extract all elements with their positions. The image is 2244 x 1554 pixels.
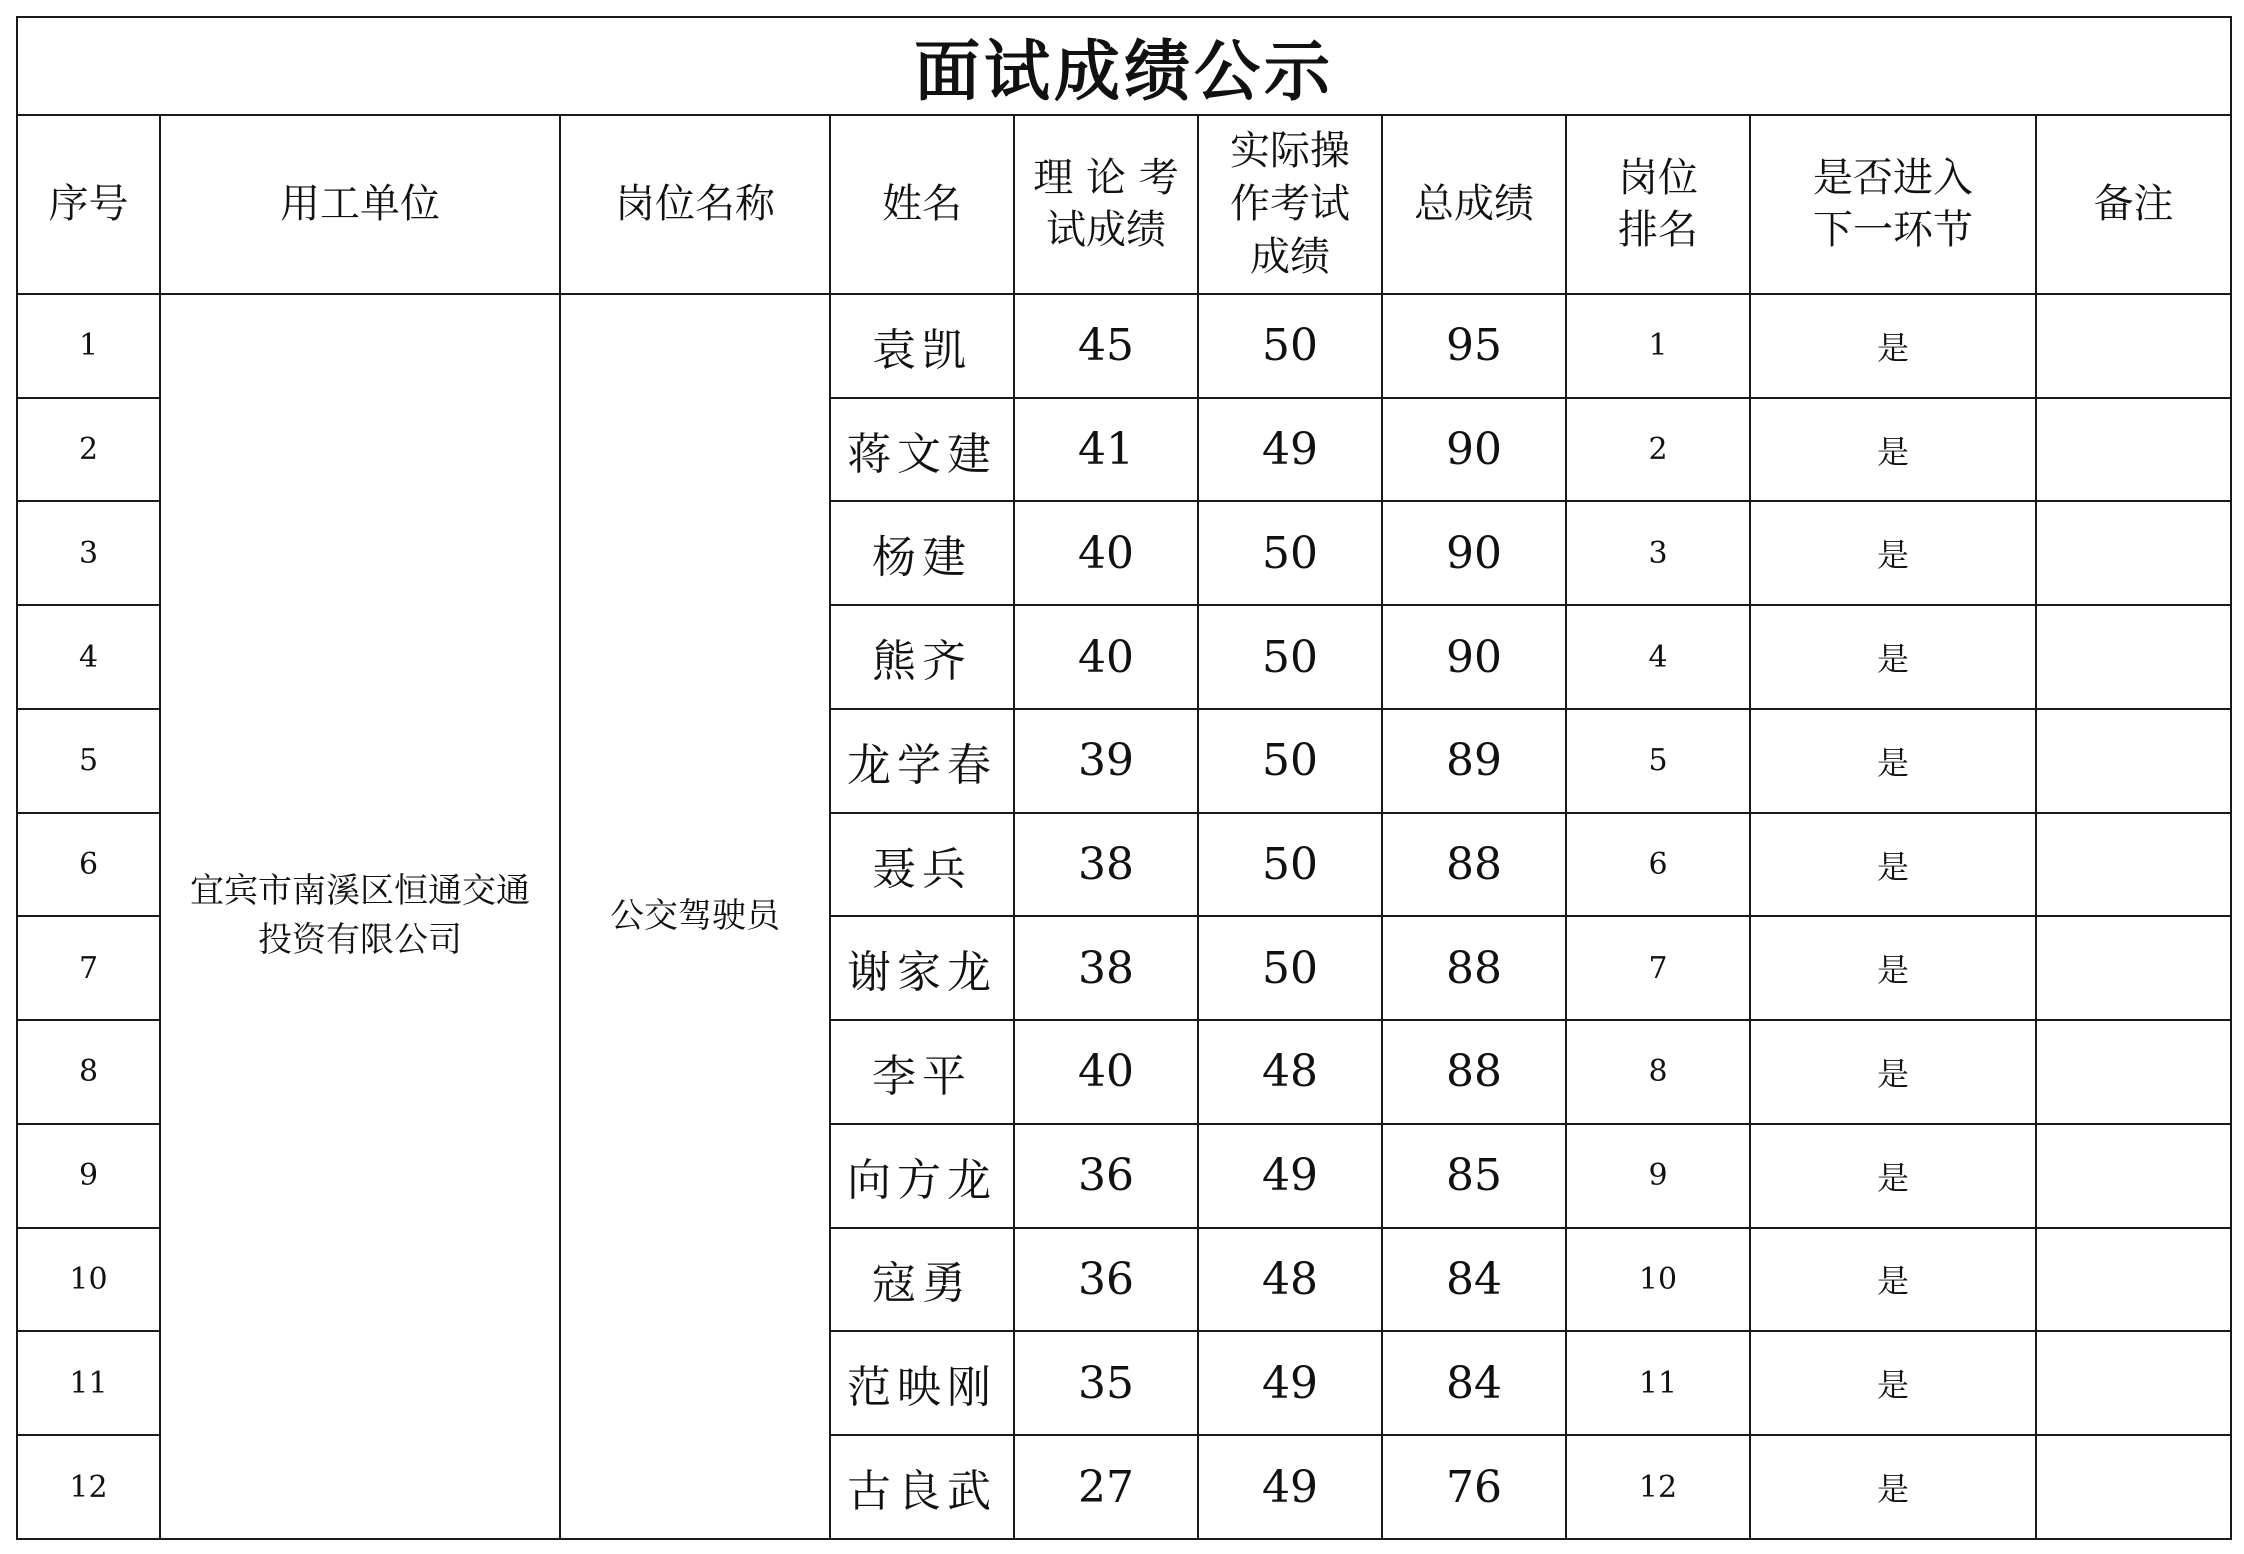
header-total-score: 总成绩 [1382, 115, 1566, 294]
remark-cell [2036, 1020, 2231, 1124]
post-rank: 5 [1566, 709, 1750, 813]
total-score: 89 [1382, 709, 1566, 813]
row-seq: 5 [17, 709, 160, 813]
theory-score: 36 [1014, 1124, 1198, 1228]
page-title: 面试成绩公示 [17, 17, 2231, 115]
total-score: 90 [1382, 605, 1566, 709]
header-row [17, 115, 2231, 294]
remark-cell [2036, 398, 2231, 502]
remark-cell [2036, 709, 2231, 813]
row-seq: 9 [17, 1124, 160, 1228]
header-theory-line1: 理 论 考 [1033, 154, 1179, 201]
results-sheet [16, 16, 2230, 1540]
row-seq: 7 [17, 916, 160, 1020]
header-unit: 用工单位 [160, 115, 560, 294]
employer-unit-line1: 宜宾市南溪区恒通交通 [190, 871, 530, 912]
header-theory-score [1014, 115, 1198, 294]
candidate-name: 范映刚 [830, 1331, 1014, 1435]
remark-cell [2036, 916, 2231, 1020]
header-advance-line1: 是否进入 [1813, 154, 1973, 201]
advance-status: 是 [1750, 1331, 2036, 1435]
remark-cell [2036, 501, 2231, 605]
remark-cell [2036, 294, 2231, 398]
advance-status: 是 [1750, 294, 2036, 398]
advance-status: 是 [1750, 1435, 2036, 1539]
advance-status: 是 [1750, 1124, 2036, 1228]
post-rank: 8 [1566, 1020, 1750, 1124]
advance-status: 是 [1750, 1228, 2036, 1332]
row-seq: 2 [17, 398, 160, 502]
header-theory-line2: 试成绩 [1046, 207, 1166, 254]
practice-score: 50 [1198, 605, 1382, 709]
remark-cell [2036, 1124, 2231, 1228]
post-rank: 9 [1566, 1124, 1750, 1228]
total-score: 88 [1382, 916, 1566, 1020]
practice-score: 50 [1198, 501, 1382, 605]
post-rank: 2 [1566, 398, 1750, 502]
post-rank: 12 [1566, 1435, 1750, 1539]
table-body [17, 17, 2231, 1539]
candidate-name: 杨建 [830, 501, 1014, 605]
header-practice-line3: 成绩 [1250, 233, 1330, 280]
table-row [17, 294, 2231, 398]
header-rank-line2: 排名 [1618, 207, 1698, 254]
practice-score: 48 [1198, 1020, 1382, 1124]
header-remark: 备注 [2036, 115, 2231, 294]
candidate-name: 古良武 [830, 1435, 1014, 1539]
candidate-name: 聂兵 [830, 813, 1014, 917]
candidate-name: 寇勇 [830, 1228, 1014, 1332]
post-rank: 11 [1566, 1331, 1750, 1435]
theory-score: 36 [1014, 1228, 1198, 1332]
row-seq: 4 [17, 605, 160, 709]
total-score: 88 [1382, 1020, 1566, 1124]
post-rank: 1 [1566, 294, 1750, 398]
theory-score: 35 [1014, 1331, 1198, 1435]
row-seq: 1 [17, 294, 160, 398]
practice-score: 48 [1198, 1228, 1382, 1332]
advance-status: 是 [1750, 501, 2036, 605]
total-score: 84 [1382, 1331, 1566, 1435]
total-score: 95 [1382, 294, 1566, 398]
advance-status: 是 [1750, 1020, 2036, 1124]
candidate-name: 熊齐 [830, 605, 1014, 709]
post-rank: 7 [1566, 916, 1750, 1020]
total-score: 76 [1382, 1435, 1566, 1539]
remark-cell [2036, 1435, 2231, 1539]
header-rank-line1: 岗位 [1618, 154, 1698, 201]
header-practice-line2: 作考试 [1230, 180, 1350, 227]
row-seq: 3 [17, 501, 160, 605]
row-seq: 10 [17, 1228, 160, 1332]
employer-unit [160, 294, 560, 1539]
post-rank: 4 [1566, 605, 1750, 709]
candidate-name: 谢家龙 [830, 916, 1014, 1020]
header-name: 姓名 [830, 115, 1014, 294]
header-post: 岗位名称 [560, 115, 830, 294]
row-seq: 12 [17, 1435, 160, 1539]
row-seq: 6 [17, 813, 160, 917]
practice-score: 50 [1198, 916, 1382, 1020]
theory-score: 27 [1014, 1435, 1198, 1539]
header-advance [1750, 115, 2036, 294]
total-score: 88 [1382, 813, 1566, 917]
candidate-name: 向方龙 [830, 1124, 1014, 1228]
total-score: 90 [1382, 398, 1566, 502]
post-rank: 10 [1566, 1228, 1750, 1332]
advance-status: 是 [1750, 813, 2036, 917]
practice-score: 50 [1198, 813, 1382, 917]
post-name: 公交驾驶员 [560, 294, 830, 1539]
row-seq: 11 [17, 1331, 160, 1435]
theory-score: 39 [1014, 709, 1198, 813]
post-rank: 3 [1566, 501, 1750, 605]
title-row [17, 17, 2231, 115]
theory-score: 38 [1014, 813, 1198, 917]
header-rank [1566, 115, 1750, 294]
post-rank: 6 [1566, 813, 1750, 917]
header-practice-score [1198, 115, 1382, 294]
header-seq: 序号 [17, 115, 160, 294]
practice-score: 49 [1198, 1124, 1382, 1228]
theory-score: 40 [1014, 501, 1198, 605]
employer-unit-line2: 投资有限公司 [258, 920, 462, 961]
practice-score: 50 [1198, 294, 1382, 398]
candidate-name: 李平 [830, 1020, 1014, 1124]
theory-score: 40 [1014, 1020, 1198, 1124]
advance-status: 是 [1750, 916, 2036, 1020]
candidate-name: 蒋文建 [830, 398, 1014, 502]
theory-score: 40 [1014, 605, 1198, 709]
results-table [16, 16, 2232, 1540]
remark-cell [2036, 605, 2231, 709]
remark-cell [2036, 813, 2231, 917]
practice-score: 49 [1198, 1435, 1382, 1539]
advance-status: 是 [1750, 605, 2036, 709]
advance-status: 是 [1750, 709, 2036, 813]
theory-score: 45 [1014, 294, 1198, 398]
practice-score: 49 [1198, 398, 1382, 502]
header-advance-line2: 下一环节 [1813, 207, 1973, 254]
practice-score: 50 [1198, 709, 1382, 813]
total-score: 84 [1382, 1228, 1566, 1332]
remark-cell [2036, 1228, 2231, 1332]
practice-score: 49 [1198, 1331, 1382, 1435]
theory-score: 38 [1014, 916, 1198, 1020]
total-score: 90 [1382, 501, 1566, 605]
header-practice-line1: 实际操 [1230, 128, 1350, 175]
advance-status: 是 [1750, 398, 2036, 502]
remark-cell [2036, 1331, 2231, 1435]
candidate-name: 袁凯 [830, 294, 1014, 398]
row-seq: 8 [17, 1020, 160, 1124]
candidate-name: 龙学春 [830, 709, 1014, 813]
theory-score: 41 [1014, 398, 1198, 502]
total-score: 85 [1382, 1124, 1566, 1228]
